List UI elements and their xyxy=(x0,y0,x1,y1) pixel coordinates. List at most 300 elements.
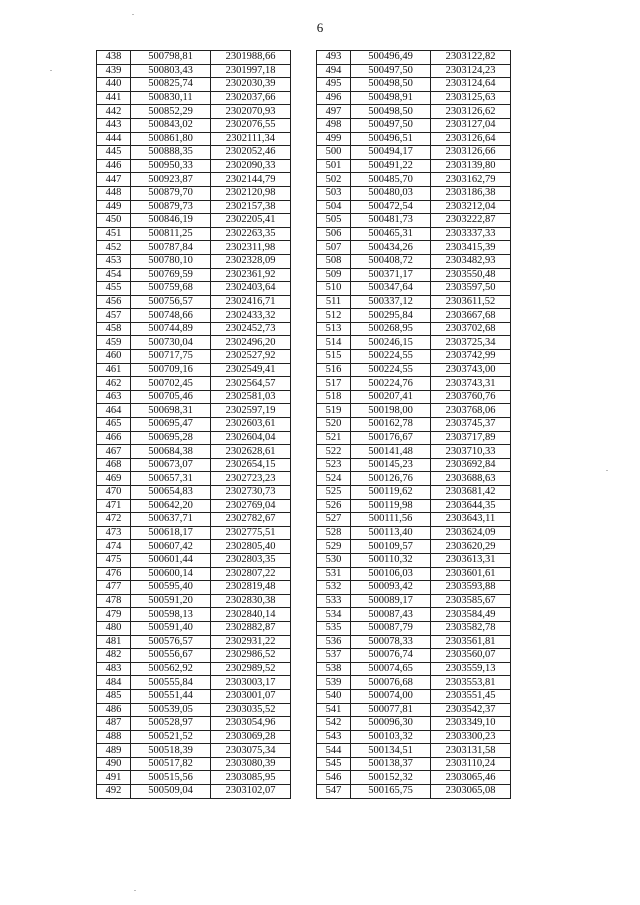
y-coordinate-cell: 2303349,10 xyxy=(431,717,511,731)
x-coordinate-cell: 500481,73 xyxy=(351,214,431,228)
table-row xyxy=(317,363,511,377)
y-coordinate-cell: 2303069,28 xyxy=(211,730,291,744)
x-coordinate-cell: 500698,31 xyxy=(131,404,211,418)
point-number-cell: 461 xyxy=(97,363,131,377)
point-number-cell: 521 xyxy=(317,431,351,445)
x-coordinate-cell: 500521,52 xyxy=(131,730,211,744)
table-row xyxy=(97,78,291,92)
point-number-cell: 498 xyxy=(317,118,351,132)
y-coordinate-cell: 2302361,92 xyxy=(211,268,291,282)
point-number-cell: 480 xyxy=(97,621,131,635)
x-coordinate-cell: 500695,47 xyxy=(131,418,211,432)
y-coordinate-cell: 2302581,03 xyxy=(211,390,291,404)
point-number-cell: 441 xyxy=(97,91,131,105)
x-coordinate-cell: 500224,55 xyxy=(351,350,431,364)
y-coordinate-cell: 2302830,38 xyxy=(211,594,291,608)
point-number-cell: 458 xyxy=(97,322,131,336)
table-row xyxy=(97,757,291,771)
x-coordinate-cell: 500141,48 xyxy=(351,445,431,459)
y-coordinate-cell: 2302052,46 xyxy=(211,146,291,160)
x-coordinate-cell: 500562,92 xyxy=(131,662,211,676)
table-row xyxy=(97,472,291,486)
point-number-cell: 508 xyxy=(317,254,351,268)
point-number-cell: 535 xyxy=(317,621,351,635)
y-coordinate-cell: 2302807,22 xyxy=(211,567,291,581)
table-row xyxy=(317,567,511,581)
table-row xyxy=(97,689,291,703)
table-row xyxy=(97,649,291,663)
y-coordinate-cell: 2302769,04 xyxy=(211,499,291,513)
x-coordinate-cell: 500089,17 xyxy=(351,594,431,608)
x-coordinate-cell: 500730,04 xyxy=(131,336,211,350)
x-coordinate-cell: 500074,00 xyxy=(351,689,431,703)
table-row xyxy=(97,64,291,78)
y-coordinate-cell: 2303139,80 xyxy=(431,159,511,173)
point-number-cell: 449 xyxy=(97,200,131,214)
x-coordinate-cell: 500705,46 xyxy=(131,390,211,404)
y-coordinate-cell: 2303553,81 xyxy=(431,676,511,690)
x-coordinate-cell: 500152,32 xyxy=(351,771,431,785)
point-number-cell: 462 xyxy=(97,377,131,391)
x-coordinate-cell: 500551,44 xyxy=(131,689,211,703)
y-coordinate-cell: 2303725,34 xyxy=(431,336,511,350)
y-coordinate-cell: 2302819,48 xyxy=(211,581,291,595)
x-coordinate-cell: 500093,42 xyxy=(351,581,431,595)
table-row xyxy=(97,227,291,241)
table-row xyxy=(317,649,511,663)
y-coordinate-cell: 2302723,23 xyxy=(211,472,291,486)
x-coordinate-cell: 500861,80 xyxy=(131,132,211,146)
point-number-cell: 500 xyxy=(317,146,351,160)
y-coordinate-cell: 2303643,11 xyxy=(431,513,511,527)
point-number-cell: 538 xyxy=(317,662,351,676)
table-row xyxy=(317,186,511,200)
x-coordinate-cell: 500337,12 xyxy=(351,295,431,309)
point-number-cell: 452 xyxy=(97,241,131,255)
y-coordinate-cell: 2302564,57 xyxy=(211,377,291,391)
table-row xyxy=(97,431,291,445)
y-coordinate-cell: 2303186,38 xyxy=(431,186,511,200)
point-number-cell: 485 xyxy=(97,689,131,703)
point-number-cell: 513 xyxy=(317,322,351,336)
table-row xyxy=(97,295,291,309)
point-number-cell: 546 xyxy=(317,771,351,785)
x-coordinate-cell: 500517,82 xyxy=(131,757,211,771)
x-coordinate-cell: 500702,45 xyxy=(131,377,211,391)
point-number-cell: 494 xyxy=(317,64,351,78)
x-coordinate-cell: 500852,29 xyxy=(131,105,211,119)
table-row xyxy=(317,785,511,799)
point-number-cell: 466 xyxy=(97,431,131,445)
table-row xyxy=(97,186,291,200)
y-coordinate-cell: 2303065,46 xyxy=(431,771,511,785)
x-coordinate-cell: 500637,71 xyxy=(131,513,211,527)
y-coordinate-cell: 2302603,61 xyxy=(211,418,291,432)
point-number-cell: 492 xyxy=(97,785,131,799)
point-number-cell: 541 xyxy=(317,703,351,717)
y-coordinate-cell: 2303337,33 xyxy=(431,227,511,241)
table-row xyxy=(317,540,511,554)
y-coordinate-cell: 2303212,04 xyxy=(431,200,511,214)
point-number-cell: 463 xyxy=(97,390,131,404)
x-coordinate-cell: 500709,16 xyxy=(131,363,211,377)
y-coordinate-cell: 2302840,14 xyxy=(211,608,291,622)
table-row xyxy=(97,241,291,255)
x-coordinate-cell: 500654,83 xyxy=(131,486,211,500)
y-coordinate-cell: 2303760,76 xyxy=(431,390,511,404)
point-number-cell: 497 xyxy=(317,105,351,119)
y-coordinate-cell: 2303124,23 xyxy=(431,64,511,78)
y-coordinate-cell: 2303075,34 xyxy=(211,744,291,758)
y-coordinate-cell: 2303054,96 xyxy=(211,717,291,731)
table-row xyxy=(317,608,511,622)
point-number-cell: 530 xyxy=(317,553,351,567)
point-number-cell: 506 xyxy=(317,227,351,241)
y-coordinate-cell: 2303681,42 xyxy=(431,486,511,500)
point-number-cell: 547 xyxy=(317,785,351,799)
y-coordinate-cell: 2302782,67 xyxy=(211,513,291,527)
x-coordinate-cell: 500846,19 xyxy=(131,214,211,228)
point-number-cell: 444 xyxy=(97,132,131,146)
y-coordinate-cell: 2302090,33 xyxy=(211,159,291,173)
table-row xyxy=(317,64,511,78)
table-row xyxy=(317,254,511,268)
point-number-cell: 453 xyxy=(97,254,131,268)
point-number-cell: 455 xyxy=(97,282,131,296)
x-coordinate-cell: 500110,32 xyxy=(351,553,431,567)
x-coordinate-cell: 500491,22 xyxy=(351,159,431,173)
y-coordinate-cell: 2303085,95 xyxy=(211,771,291,785)
table-row xyxy=(317,390,511,404)
point-number-cell: 522 xyxy=(317,445,351,459)
point-number-cell: 465 xyxy=(97,418,131,432)
y-coordinate-cell: 2302111,34 xyxy=(211,132,291,146)
x-coordinate-cell: 500657,31 xyxy=(131,472,211,486)
table-row xyxy=(317,717,511,731)
y-coordinate-cell: 2303593,88 xyxy=(431,581,511,595)
point-number-cell: 487 xyxy=(97,717,131,731)
x-coordinate-cell: 500509,04 xyxy=(131,785,211,799)
point-number-cell: 529 xyxy=(317,540,351,554)
scan-speck xyxy=(606,470,608,471)
x-coordinate-cell: 500078,33 xyxy=(351,635,431,649)
point-number-cell: 544 xyxy=(317,744,351,758)
table-row xyxy=(317,744,511,758)
point-number-cell: 468 xyxy=(97,458,131,472)
y-coordinate-cell: 2302328,09 xyxy=(211,254,291,268)
point-number-cell: 488 xyxy=(97,730,131,744)
point-number-cell: 537 xyxy=(317,649,351,663)
x-coordinate-cell: 500811,25 xyxy=(131,227,211,241)
x-coordinate-cell: 500434,26 xyxy=(351,241,431,255)
y-coordinate-cell: 2302416,71 xyxy=(211,295,291,309)
x-coordinate-cell: 500087,79 xyxy=(351,621,431,635)
point-number-cell: 490 xyxy=(97,757,131,771)
point-number-cell: 467 xyxy=(97,445,131,459)
x-coordinate-cell: 500496,49 xyxy=(351,51,431,65)
y-coordinate-cell: 2303582,78 xyxy=(431,621,511,635)
x-coordinate-cell: 500595,40 xyxy=(131,581,211,595)
table-row xyxy=(317,282,511,296)
table-row xyxy=(97,676,291,690)
point-number-cell: 496 xyxy=(317,91,351,105)
table-row xyxy=(97,254,291,268)
x-coordinate-cell: 500465,31 xyxy=(351,227,431,241)
x-coordinate-cell: 500494,17 xyxy=(351,146,431,160)
point-number-cell: 501 xyxy=(317,159,351,173)
x-coordinate-cell: 500498,50 xyxy=(351,105,431,119)
point-number-cell: 459 xyxy=(97,336,131,350)
x-coordinate-cell: 500076,74 xyxy=(351,649,431,663)
point-number-cell: 457 xyxy=(97,309,131,323)
table-row xyxy=(317,268,511,282)
point-number-cell: 499 xyxy=(317,132,351,146)
x-coordinate-cell: 500077,81 xyxy=(351,703,431,717)
point-number-cell: 478 xyxy=(97,594,131,608)
x-coordinate-cell: 500198,00 xyxy=(351,404,431,418)
x-coordinate-cell: 500618,17 xyxy=(131,526,211,540)
page-number: 6 xyxy=(316,20,324,35)
point-number-cell: 514 xyxy=(317,336,351,350)
y-coordinate-cell: 2302496,20 xyxy=(211,336,291,350)
x-coordinate-cell: 500246,15 xyxy=(351,336,431,350)
point-number-cell: 528 xyxy=(317,526,351,540)
point-number-cell: 477 xyxy=(97,581,131,595)
table-row xyxy=(97,635,291,649)
x-coordinate-cell: 500950,33 xyxy=(131,159,211,173)
point-number-cell: 519 xyxy=(317,404,351,418)
x-coordinate-cell: 500106,03 xyxy=(351,567,431,581)
table-row xyxy=(97,336,291,350)
y-coordinate-cell: 2302452,73 xyxy=(211,322,291,336)
x-coordinate-cell: 500528,97 xyxy=(131,717,211,731)
point-number-cell: 475 xyxy=(97,553,131,567)
table-row xyxy=(317,513,511,527)
y-coordinate-cell: 2303222,87 xyxy=(431,214,511,228)
table-row xyxy=(97,51,291,65)
y-coordinate-cell: 2302628,61 xyxy=(211,445,291,459)
point-number-cell: 518 xyxy=(317,390,351,404)
point-number-cell: 505 xyxy=(317,214,351,228)
table-row xyxy=(317,594,511,608)
x-coordinate-cell: 500798,81 xyxy=(131,51,211,65)
table-row xyxy=(317,146,511,160)
x-coordinate-cell: 500176,67 xyxy=(351,431,431,445)
table-row xyxy=(317,350,511,364)
point-number-cell: 540 xyxy=(317,689,351,703)
table-row xyxy=(97,282,291,296)
table-row xyxy=(317,581,511,595)
table-row xyxy=(97,594,291,608)
x-coordinate-cell: 500756,57 xyxy=(131,295,211,309)
y-coordinate-cell: 2303122,82 xyxy=(431,51,511,65)
point-number-cell: 525 xyxy=(317,486,351,500)
table-row xyxy=(317,159,511,173)
table-row xyxy=(317,418,511,432)
y-coordinate-cell: 2303560,07 xyxy=(431,649,511,663)
x-coordinate-cell: 500748,66 xyxy=(131,309,211,323)
point-number-cell: 534 xyxy=(317,608,351,622)
y-coordinate-cell: 2303742,99 xyxy=(431,350,511,364)
x-coordinate-cell: 500518,39 xyxy=(131,744,211,758)
point-number-cell: 523 xyxy=(317,458,351,472)
table-row xyxy=(97,159,291,173)
coordinates-table-left-body xyxy=(97,51,291,799)
x-coordinate-cell: 500787,84 xyxy=(131,241,211,255)
y-coordinate-cell: 2303035,52 xyxy=(211,703,291,717)
table-row xyxy=(317,404,511,418)
table-row xyxy=(317,689,511,703)
table-row xyxy=(97,214,291,228)
y-coordinate-cell: 2303300,23 xyxy=(431,730,511,744)
y-coordinate-cell: 2302037,66 xyxy=(211,91,291,105)
table-row xyxy=(97,703,291,717)
point-number-cell: 507 xyxy=(317,241,351,255)
point-number-cell: 474 xyxy=(97,540,131,554)
table-row xyxy=(97,540,291,554)
x-coordinate-cell: 500119,62 xyxy=(351,486,431,500)
x-coordinate-cell: 500347,64 xyxy=(351,282,431,296)
x-coordinate-cell: 500498,50 xyxy=(351,78,431,92)
x-coordinate-cell: 500769,59 xyxy=(131,268,211,282)
x-coordinate-cell: 500074,65 xyxy=(351,662,431,676)
y-coordinate-cell: 2303551,45 xyxy=(431,689,511,703)
y-coordinate-cell: 2302549,41 xyxy=(211,363,291,377)
point-number-cell: 510 xyxy=(317,282,351,296)
x-coordinate-cell: 500162,78 xyxy=(351,418,431,432)
table-row xyxy=(97,567,291,581)
y-coordinate-cell: 2303080,39 xyxy=(211,757,291,771)
table-row xyxy=(97,526,291,540)
y-coordinate-cell: 2301988,66 xyxy=(211,51,291,65)
y-coordinate-cell: 2303126,66 xyxy=(431,146,511,160)
table-row xyxy=(97,132,291,146)
y-coordinate-cell: 2303415,39 xyxy=(431,241,511,255)
x-coordinate-cell: 500923,87 xyxy=(131,173,211,187)
x-coordinate-cell: 500879,73 xyxy=(131,200,211,214)
point-number-cell: 493 xyxy=(317,51,351,65)
table-row xyxy=(97,730,291,744)
y-coordinate-cell: 2302986,52 xyxy=(211,649,291,663)
table-row xyxy=(97,486,291,500)
point-number-cell: 484 xyxy=(97,676,131,690)
x-coordinate-cell: 500780,10 xyxy=(131,254,211,268)
x-coordinate-cell: 500113,40 xyxy=(351,526,431,540)
x-coordinate-cell: 500145,23 xyxy=(351,458,431,472)
table-row xyxy=(317,458,511,472)
table-row xyxy=(317,51,511,65)
x-coordinate-cell: 500825,74 xyxy=(131,78,211,92)
point-number-cell: 486 xyxy=(97,703,131,717)
table-row xyxy=(317,295,511,309)
y-coordinate-cell: 2303768,06 xyxy=(431,404,511,418)
point-number-cell: 473 xyxy=(97,526,131,540)
x-coordinate-cell: 500695,28 xyxy=(131,431,211,445)
point-number-cell: 438 xyxy=(97,51,131,65)
x-coordinate-cell: 500295,84 xyxy=(351,309,431,323)
table-row xyxy=(317,757,511,771)
x-coordinate-cell: 500076,68 xyxy=(351,676,431,690)
x-coordinate-cell: 500109,57 xyxy=(351,540,431,554)
x-coordinate-cell: 500539,05 xyxy=(131,703,211,717)
y-coordinate-cell: 2303126,64 xyxy=(431,132,511,146)
coordinates-table-left xyxy=(96,50,291,799)
table-row xyxy=(317,499,511,513)
point-number-cell: 503 xyxy=(317,186,351,200)
table-row xyxy=(317,214,511,228)
point-number-cell: 504 xyxy=(317,200,351,214)
x-coordinate-cell: 500576,57 xyxy=(131,635,211,649)
point-number-cell: 511 xyxy=(317,295,351,309)
point-number-cell: 517 xyxy=(317,377,351,391)
x-coordinate-cell: 500408,72 xyxy=(351,254,431,268)
x-coordinate-cell: 500684,38 xyxy=(131,445,211,459)
table-row xyxy=(97,513,291,527)
table-row xyxy=(97,322,291,336)
table-row xyxy=(97,581,291,595)
y-coordinate-cell: 2303127,04 xyxy=(431,118,511,132)
y-coordinate-cell: 2303644,35 xyxy=(431,499,511,513)
x-coordinate-cell: 500268,95 xyxy=(351,322,431,336)
table-row xyxy=(317,322,511,336)
y-coordinate-cell: 2302654,15 xyxy=(211,458,291,472)
y-coordinate-cell: 2303102,07 xyxy=(211,785,291,799)
x-coordinate-cell: 500879,70 xyxy=(131,186,211,200)
y-coordinate-cell: 2302597,19 xyxy=(211,404,291,418)
point-number-cell: 545 xyxy=(317,757,351,771)
y-coordinate-cell: 2303584,49 xyxy=(431,608,511,622)
y-coordinate-cell: 2302076,55 xyxy=(211,118,291,132)
table-row xyxy=(317,621,511,635)
y-coordinate-cell: 2302403,64 xyxy=(211,282,291,296)
table-row xyxy=(317,771,511,785)
y-coordinate-cell: 2303003,17 xyxy=(211,676,291,690)
table-row xyxy=(317,635,511,649)
table-row xyxy=(317,377,511,391)
y-coordinate-cell: 2302030,39 xyxy=(211,78,291,92)
y-coordinate-cell: 2302157,38 xyxy=(211,200,291,214)
point-number-cell: 472 xyxy=(97,513,131,527)
point-number-cell: 531 xyxy=(317,567,351,581)
coordinates-table-right-body xyxy=(317,51,511,799)
y-coordinate-cell: 2303125,63 xyxy=(431,91,511,105)
y-coordinate-cell: 2302882,87 xyxy=(211,621,291,635)
point-number-cell: 479 xyxy=(97,608,131,622)
point-number-cell: 443 xyxy=(97,118,131,132)
x-coordinate-cell: 500717,75 xyxy=(131,350,211,364)
table-row xyxy=(317,445,511,459)
table-row xyxy=(97,608,291,622)
x-coordinate-cell: 500472,54 xyxy=(351,200,431,214)
point-number-cell: 489 xyxy=(97,744,131,758)
point-number-cell: 539 xyxy=(317,676,351,690)
table-row xyxy=(317,118,511,132)
y-coordinate-cell: 2302527,92 xyxy=(211,350,291,364)
y-coordinate-cell: 2302144,79 xyxy=(211,173,291,187)
table-row xyxy=(97,390,291,404)
x-coordinate-cell: 500096,30 xyxy=(351,717,431,731)
table-row xyxy=(317,227,511,241)
y-coordinate-cell: 2303124,64 xyxy=(431,78,511,92)
y-coordinate-cell: 2303717,89 xyxy=(431,431,511,445)
x-coordinate-cell: 500138,37 xyxy=(351,757,431,771)
point-number-cell: 451 xyxy=(97,227,131,241)
x-coordinate-cell: 500498,91 xyxy=(351,91,431,105)
point-number-cell: 495 xyxy=(317,78,351,92)
table-row xyxy=(317,676,511,690)
x-coordinate-cell: 500744,89 xyxy=(131,322,211,336)
point-number-cell: 456 xyxy=(97,295,131,309)
